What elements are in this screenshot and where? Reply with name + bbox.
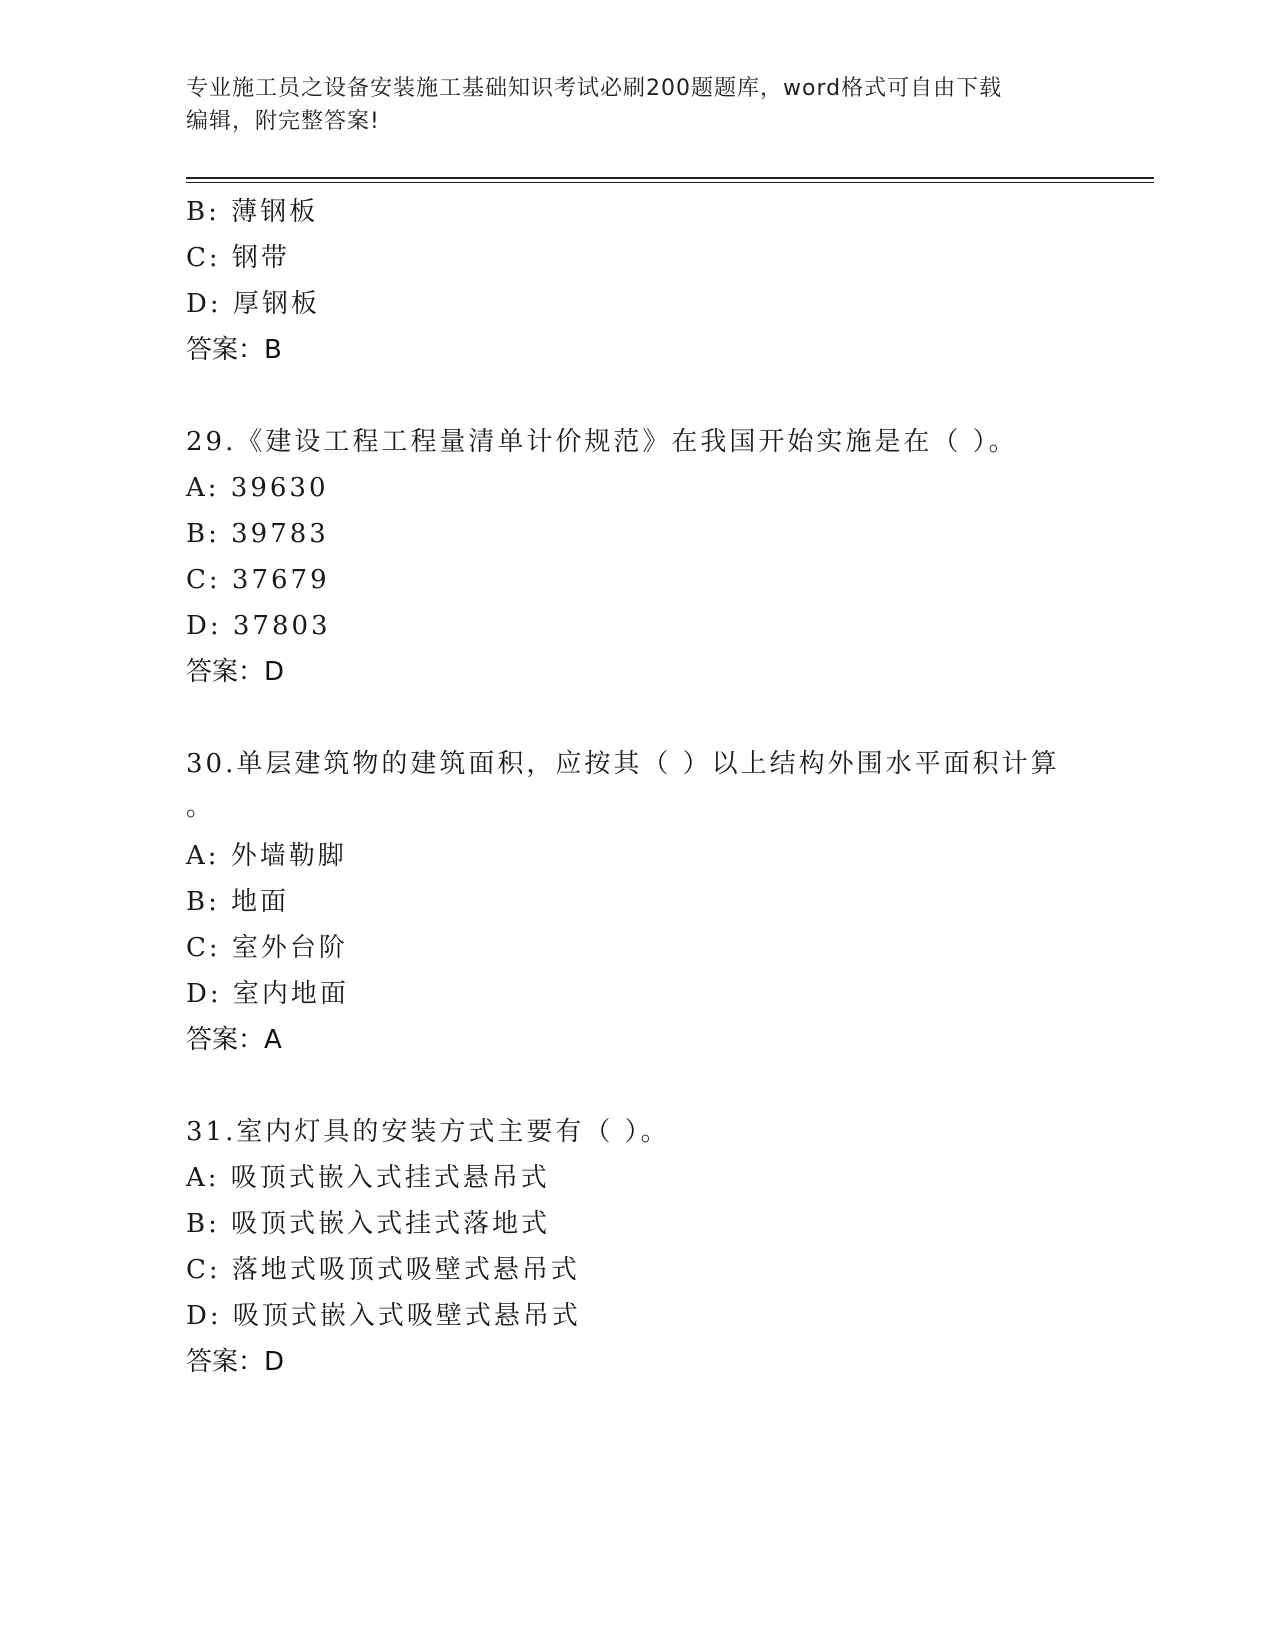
option-d: D: 吸顶式嵌入式吸壁式悬吊式 [186,1301,581,1331]
option-b: B: 吸顶式嵌入式挂式落地式 [186,1209,551,1239]
option-a: A: 39630 [186,473,329,503]
answer: 答案：A [186,1025,282,1055]
option-b: B: 39783 [186,519,329,549]
question-31 [186,1109,1086,1385]
spacer [186,373,1086,419]
question-30 [186,741,1086,1063]
question-text: 29.《建设工程工程量清单计价规范》在我国开始实施是在（ ）。 [186,427,1018,457]
option-b: B: 地面 [186,887,290,917]
option-c: C: 室外台阶 [186,933,348,963]
option-d: D: 室内地面 [186,979,349,1009]
option-c: C: 37679 [186,565,330,595]
spacer [186,695,1086,741]
option-b: B: 薄钢板 [186,197,319,227]
question-text-continuation: 。 [186,792,213,822]
document-header [186,72,1086,138]
question-text: 31.室内灯具的安装方式主要有（ ）。 [186,1117,670,1147]
option-a: A: 外墙勒脚 [186,841,347,871]
option-d: D: 厚钢板 [186,289,320,319]
spacer [186,1063,1086,1109]
answer: 答案：D [186,1347,285,1377]
answer: 答案：D [186,657,285,687]
question-28 [186,189,1086,373]
option-c: C: 落地式吸顶式吸壁式悬吊式 [186,1255,580,1285]
header-title-line-1: 专业施工员之设备安装施工基础知识考试必刷200题题库，word格式可自由下载 [186,76,1003,101]
question-text: 30.单层建筑物的建筑面积，应按其（ ）以上结构外围水平面积计算 [186,749,1060,779]
header-title-line-2: 编辑，附完整答案! [186,109,380,134]
question-29 [186,419,1086,695]
answer: 答案：B [186,335,282,365]
header-divider-thick [186,177,1154,179]
option-c: C: 钢带 [186,243,290,273]
option-a: A: 吸顶式嵌入式挂式悬吊式 [186,1163,550,1193]
header-divider-thin [186,182,1154,183]
question-list [186,189,1086,1385]
option-d: D: 37803 [186,611,331,641]
